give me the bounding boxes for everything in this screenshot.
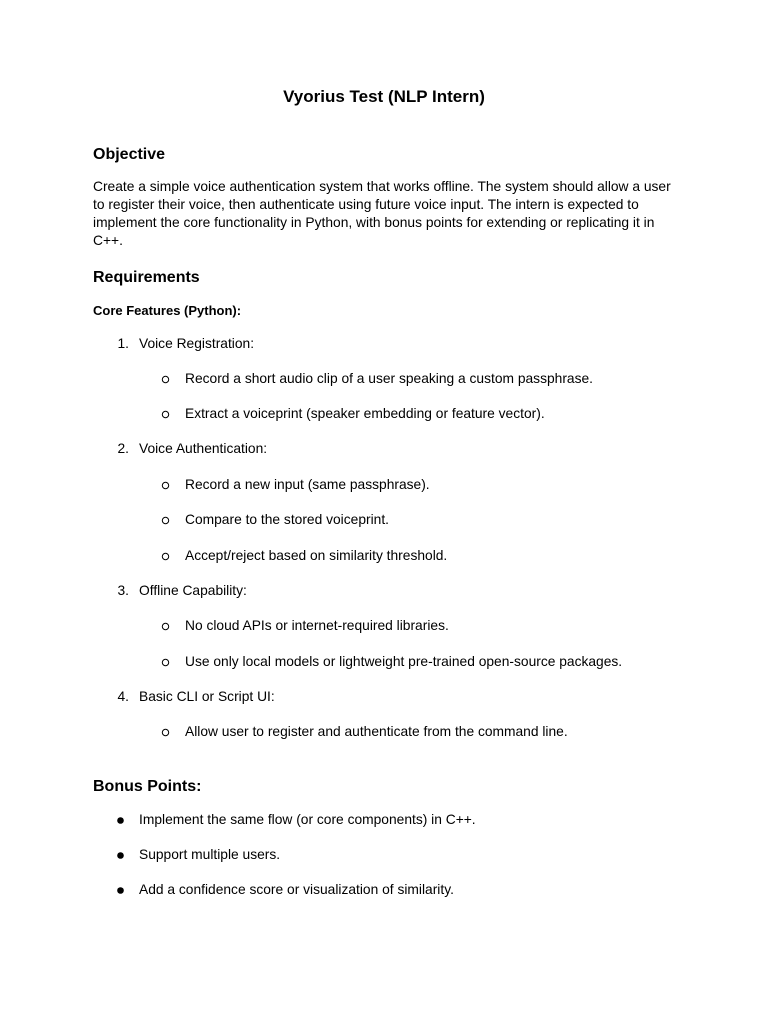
list-item-offline-capability: Offline Capability: (139, 583, 247, 598)
sub-list-item: Use only local models or lightweight pre-trained open-source packages. (185, 654, 623, 669)
sub-list-item: Record a new input (same passphrase). (185, 477, 430, 492)
bullet-icon (116, 886, 125, 895)
list-item-voice-authentication: Voice Authentication: (139, 441, 268, 456)
hollow-bullet-icon (161, 516, 170, 525)
sub-list-item: No cloud APIs or internet-required libraries. (185, 618, 449, 633)
objective-heading: Objective (93, 146, 166, 163)
hollow-bullet-icon (161, 410, 170, 419)
bullet-icon (116, 851, 125, 860)
bonus-list-item: Implement the same flow (or core components) in C++. (139, 812, 476, 827)
bullet-icon (116, 816, 125, 825)
page-title: Vyorius Test (NLP Intern) (283, 87, 485, 106)
sub-list-item: Compare to the stored voiceprint. (185, 512, 389, 527)
hollow-bullet-icon (161, 481, 170, 490)
bonus-list-item: Add a confidence score or visualization of similarity. (139, 882, 454, 897)
core-features-heading: Core Features (Python): (93, 303, 242, 318)
objective-paragraph: Create a simple voice authentication system that works offline. The system should allow a user to register their voice, then authenticate using future voice input. The intern is expected to implement the core functionality in Python, with bonus points for extending or replicating it in C++. (93, 179, 671, 248)
sub-list-item: Accept/reject based on similarity threshold. (185, 548, 448, 563)
requirements-heading: Requirements (93, 269, 200, 286)
list-number: 3. (117, 583, 129, 598)
bonus-points-heading: Bonus Points: (93, 778, 202, 795)
hollow-bullet-icon (161, 622, 170, 631)
sub-list-item: Allow user to register and authenticate from the command line. (185, 724, 568, 739)
hollow-bullet-icon (161, 552, 170, 561)
list-item-basic-cli: Basic CLI or Script UI: (139, 689, 275, 704)
sub-list-item: Record a short audio clip of a user speaking a custom passphrase. (185, 371, 593, 386)
list-number: 2. (117, 441, 129, 456)
list-item-voice-registration: Voice Registration: (139, 336, 255, 351)
list-number: 1. (117, 336, 129, 351)
bonus-list-item: Support multiple users. (139, 847, 281, 862)
hollow-bullet-icon (161, 728, 170, 737)
sub-list-item: Extract a voiceprint (speaker embedding or feature vector). (185, 406, 545, 421)
hollow-bullet-icon (161, 658, 170, 667)
hollow-bullet-icon (161, 375, 170, 384)
list-number: 4. (117, 689, 129, 704)
